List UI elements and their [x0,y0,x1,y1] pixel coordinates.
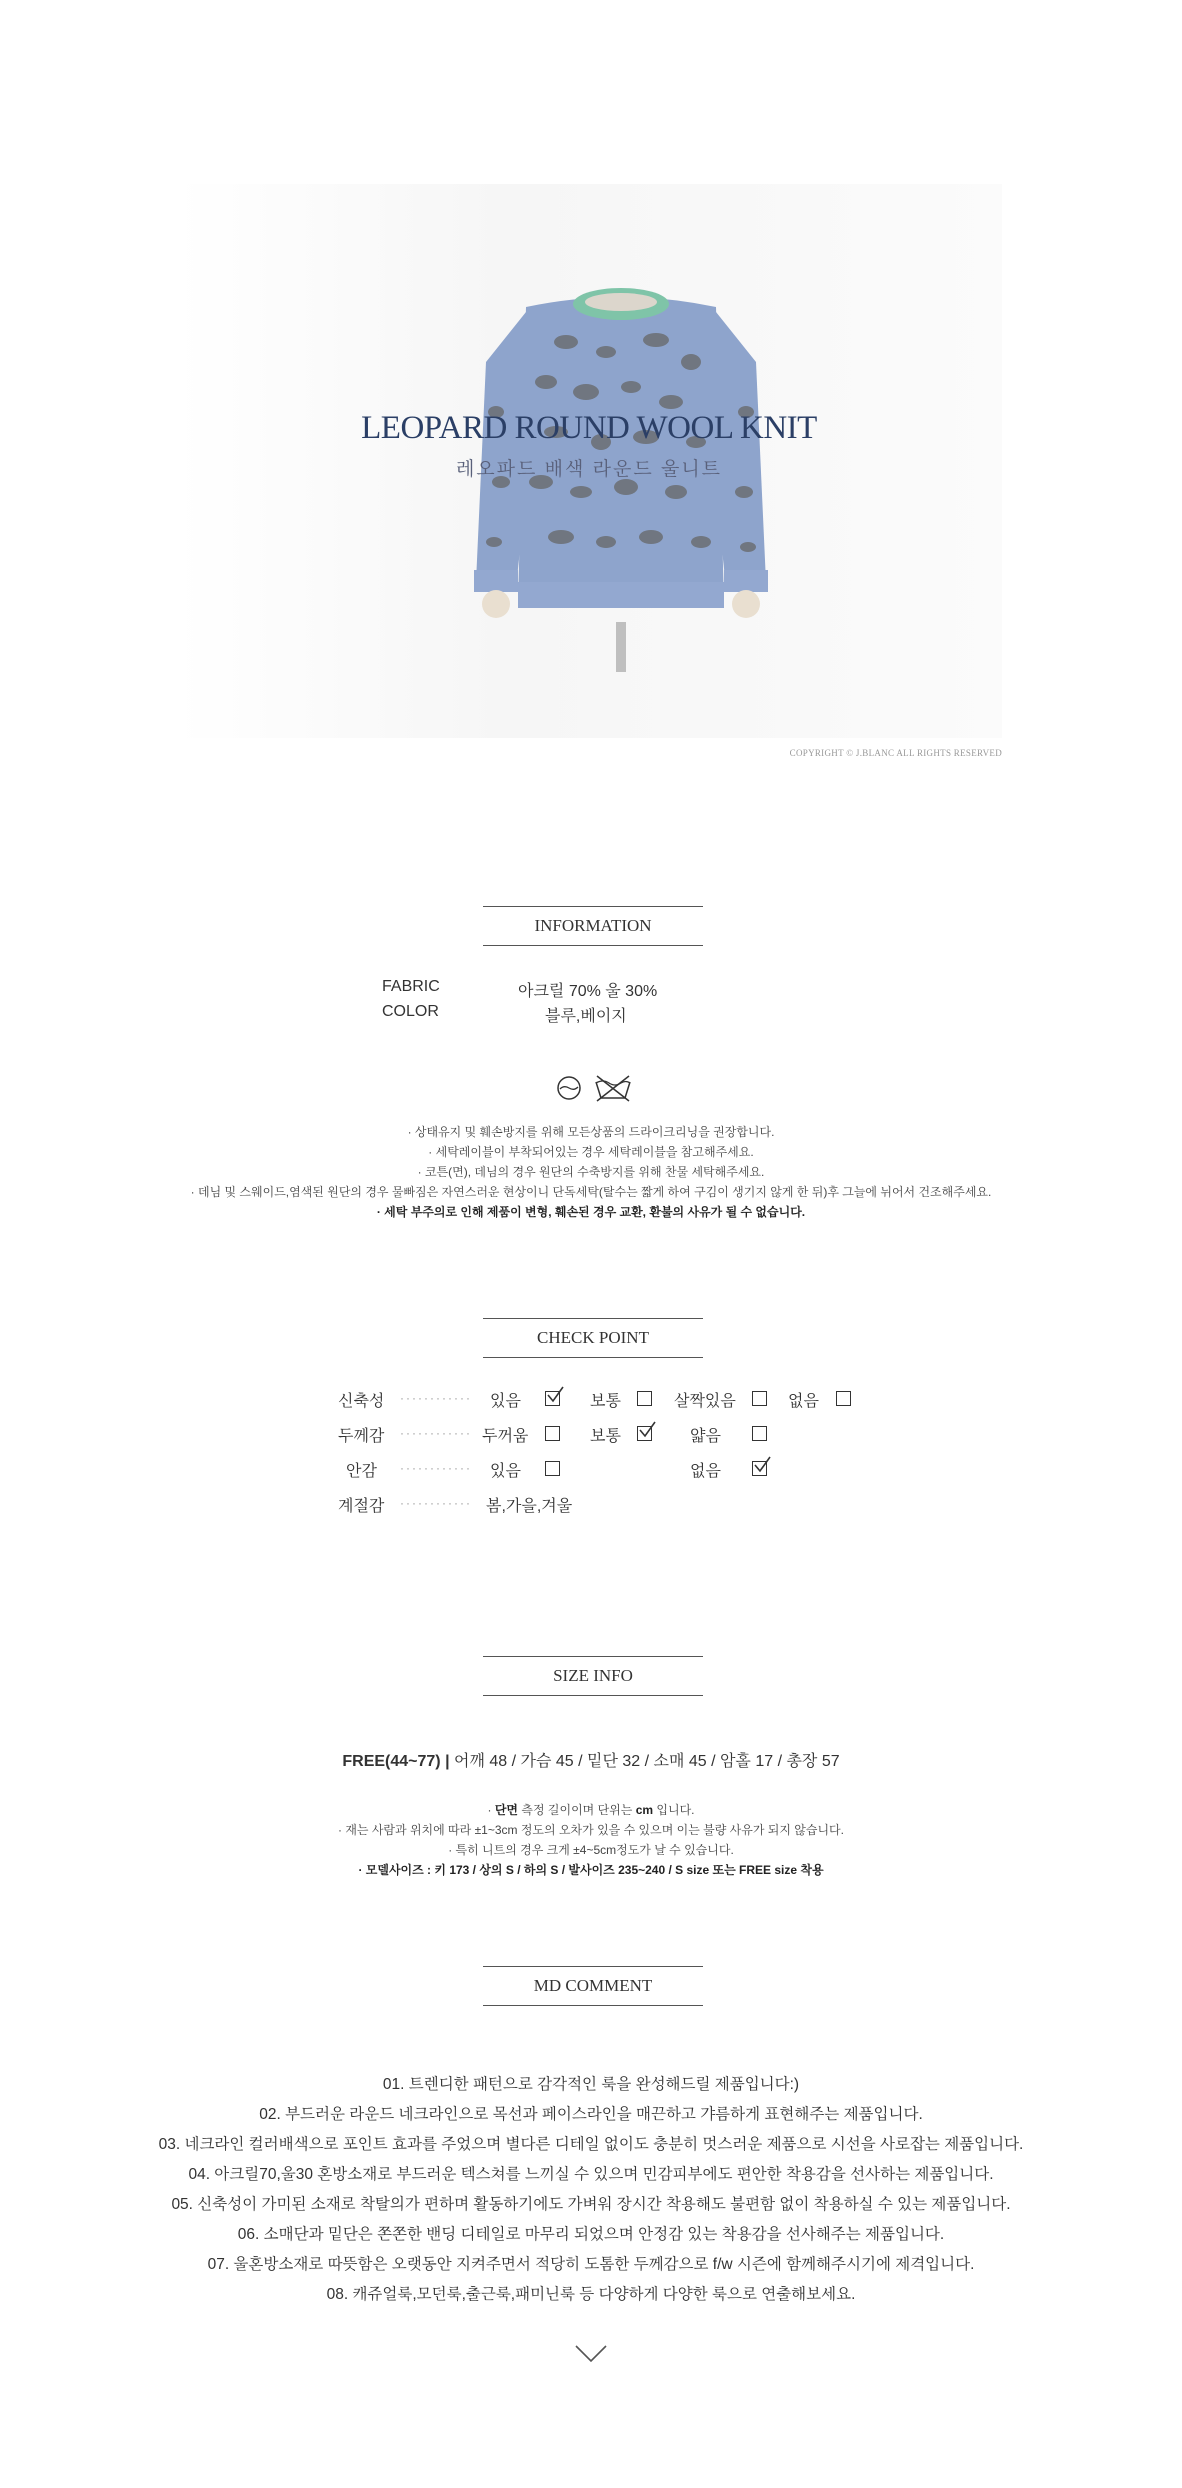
check-label: 신축성 [338,1393,385,1410]
size-info-heading: SIZE INFO [483,1656,703,1696]
check-point-heading: CHECK POINT [483,1318,703,1358]
model-size [0,1860,1182,1880]
check-option: 보통 [590,1428,621,1445]
check-row-thickness [0,1423,1182,1447]
color-value: 블루,베이지 [545,1008,627,1025]
checkbox-checked[interactable] [752,1461,767,1476]
check-label: 안감 [346,1463,377,1480]
dotted-leader: ············ [400,1461,472,1475]
md-comment-line: 03. 네크라인 컬러배색으로 포인트 효과를 주었으며 별다른 디테일 없이도 충분히 멋스러운 제품으로 시선을 사로잡는 제품입니다. [158,2136,1024,2153]
check-row-elasticity [0,1388,1182,1412]
checkbox-checked[interactable] [637,1426,652,1441]
md-comment-line: 01. 트렌디한 패턴으로 감각적인 룩을 완성해드릴 제품입니다:) [382,2076,800,2093]
information-heading: INFORMATION [483,906,703,946]
check-label: 계절감 [338,1498,385,1515]
md-comment-line: 04. 아크릴70,울30 혼방소재로 부드러운 텍스쳐를 느끼실 수 있으며 민감피부에도 편안한 착용감을 선사하는 제품입니다. [188,2166,994,2183]
md-comment-line: 02. 부드러운 라운드 네크라인으로 목선과 페이스라인을 매끈하고 갸름하게 표현해주는 제품입니다. [259,2106,923,2123]
size-note-suffix: 입니다. [653,1803,695,1817]
chevron-down-icon[interactable] [573,2342,609,2366]
care-note: · 세탁레이블이 부착되어있는 경우 세탁레이블을 참고해주세요. [428,1145,754,1159]
check-row-season [0,1493,1182,1517]
checkbox[interactable] [545,1426,560,1441]
size-values: 어깨 48 / 가슴 45 / 밑단 32 / 소매 45 / 암홀 17 / 총장 57 [454,1753,840,1770]
check-option: 있음 [490,1393,521,1410]
checkbox[interactable] [752,1391,767,1406]
care-note: · 코튼(면), 데님의 경우 원단의 수축방지를 위해 찬물 세탁해주세요. [417,1165,765,1179]
fabric-label: FABRIC [382,978,440,995]
size-note: · 특히 니트의 경우 크게 ±4~5cm정도가 날 수 있습니다. [448,1843,734,1857]
md-comment-heading: MD COMMENT [483,1966,703,2006]
size-note-prefix: · [487,1803,495,1817]
season-value: 봄,가을,겨울 [486,1498,573,1515]
care-icons [555,1074,635,1102]
size-note-unit: cm [635,1803,654,1817]
checkbox[interactable] [637,1391,652,1406]
size-note-bold: 단면 [494,1803,519,1817]
care-note: · 데님 및 스웨이드,염색된 원단의 경우 물빠짐은 자연스러운 현상이니 단독세탁(탈수는 짧게 하여 구김이 생기지 않게 한 뒤)후 그늘에 뉘어서 건조해주세요. [190,1185,992,1199]
check-option: 있음 [490,1463,521,1480]
md-comment-line: 08. 캐쥬얼룩,모던룩,출근룩,패미닌룩 등 다양하게 다양한 룩으로 연출해보세요. [326,2286,856,2303]
size-note-text: 측정 길이이며 단위는 [518,1803,636,1817]
hero-image [176,184,1002,738]
size-name: FREE(44~77) [342,1753,441,1770]
care-note: · 상태유지 및 훼손방지를 위해 모든상품의 드라이크리닝을 권장합니다. [407,1125,775,1139]
no-wash-icon [593,1074,633,1102]
product-subtitle: 레오파드 배색 라운드 울니트 [455,459,723,480]
md-comment-line: 07. 울혼방소재로 따뜻함은 오랫동안 지켜주면서 적당히 도톰한 두께감으로 f/w 시즌에 함께해주시기에 제격입니다. [207,2256,975,2273]
dry-clean-icon [555,1074,583,1102]
model-size-text: · 모델사이즈 : 키 173 / 상의 S / 하의 S / 발사이즈 235~240 / S size 또는 FREE size 착용 [358,1863,824,1877]
care-warning: · 세탁 부주의로 인해 제품이 변형, 훼손된 경우 교환, 환불의 사유가 될 수 없습니다. [376,1205,806,1219]
check-option: 얇음 [690,1428,721,1445]
size-notes [0,1800,1182,1880]
md-comment-line: 06. 소매단과 밑단은 쫀쫀한 밴딩 디테일로 마무리 되었으며 안정감 있는 착용감을 선사해주는 제품입니다. [237,2226,945,2243]
care-notes [0,1122,1182,1222]
dotted-leader: ············ [400,1496,472,1510]
check-option: 보통 [590,1393,621,1410]
dotted-leader: ············ [400,1391,472,1405]
size-note: · 재는 사람과 위치에 따라 ±1~3cm 정도의 오차가 있을 수 있으며 이는 불량 사유가 되지 않습니다. [337,1823,844,1837]
check-option: 살짝있음 [674,1393,736,1410]
product-title: LEOPARD ROUND WOOL KNIT [361,410,817,446]
checkbox[interactable] [545,1461,560,1476]
check-option: 없음 [690,1463,721,1480]
size-separator: | [445,1753,450,1770]
checkbox[interactable] [752,1426,767,1441]
size-measurements [0,1748,1182,1771]
checkbox-checked[interactable] [545,1391,560,1406]
md-comment-list [0,2070,1182,2310]
copyright-text: COPYRIGHT © J.BLANC ALL RIGHTS RESERVED [789,748,1002,758]
color-label: COLOR [382,1003,439,1020]
md-comment-line: 05. 신축성이 가미된 소재로 착탈의가 편하며 활동하기에도 가벼워 장시간 착용해도 불편함 없이 착용하실 수 있는 제품입니다. [171,2196,1011,2213]
check-label: 두께감 [338,1428,385,1445]
check-row-lining [0,1458,1182,1482]
check-option: 두꺼움 [482,1428,529,1445]
size-note [0,1800,1182,1820]
dotted-leader: ············ [400,1426,472,1440]
checkbox[interactable] [836,1391,851,1406]
check-option: 없음 [788,1393,819,1410]
fabric-value: 아크릴 70% 울 30% [518,983,658,1000]
